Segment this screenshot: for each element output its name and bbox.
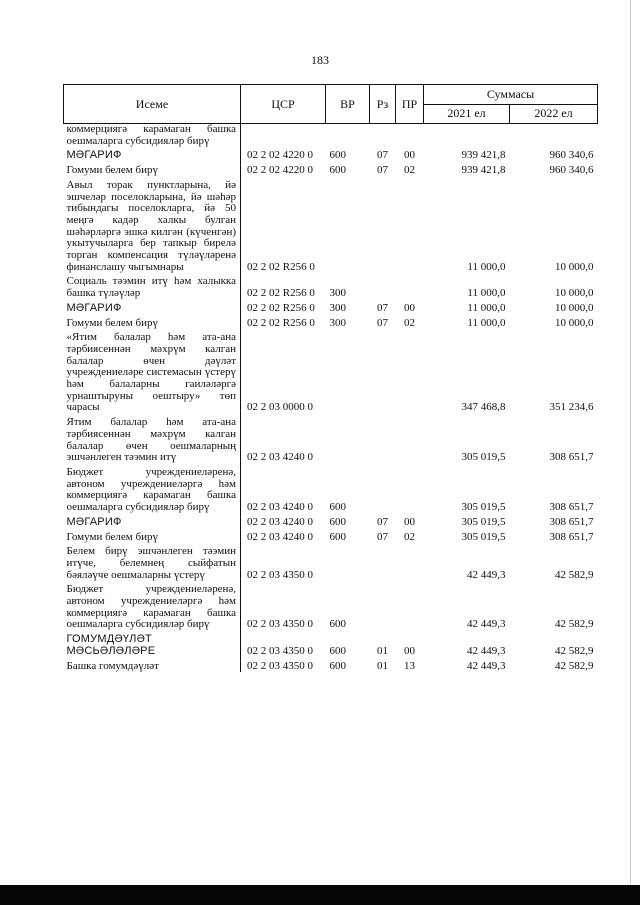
row-rz: 07 xyxy=(377,149,388,162)
table-body xyxy=(64,124,598,673)
row-amount-2022: 960 340,6 xyxy=(549,149,594,162)
row-vr: 600 xyxy=(329,501,346,514)
table-row xyxy=(64,177,598,274)
row-rz: 01 xyxy=(377,659,388,672)
table-row xyxy=(64,543,598,581)
row-amount-2021: 939 421,8 xyxy=(461,149,506,162)
header-csr: ЦСР xyxy=(241,85,326,124)
row-csr: 02 2 03 4350 0 xyxy=(247,568,313,581)
row-pr: 00 xyxy=(404,301,415,314)
row-name: Белем бирү эшчәнлеген тәэмин итүче, белемнең сыйфатын бәяләүче оешмаларны үстерү xyxy=(64,543,241,581)
row-rz xyxy=(370,273,396,299)
row-csr: 02 2 02 R256 0 xyxy=(247,260,315,273)
row-pr xyxy=(396,464,424,514)
table-row xyxy=(64,300,598,315)
row-pr xyxy=(396,581,424,631)
table-row xyxy=(64,162,598,177)
row-vr: 600 xyxy=(329,515,346,528)
header-year-2022: 2022 ел xyxy=(510,104,598,124)
row-name: МӘГАРИФ xyxy=(64,300,241,315)
page-number: 183 xyxy=(311,53,329,67)
row-vr: 600 xyxy=(329,644,346,657)
table-row xyxy=(64,581,598,631)
row-csr: 02 2 03 4350 0 xyxy=(247,618,313,631)
row-amount-2022: 42 582,9 xyxy=(555,644,594,657)
row-csr: 02 2 02 4220 0 xyxy=(247,149,313,162)
row-rz: 01 xyxy=(377,644,388,657)
table-row xyxy=(64,464,598,514)
row-vr: 600 xyxy=(329,618,346,631)
row-name: коммерциягә карамаган башка оешмаларга субсидияләр бирү xyxy=(64,124,241,148)
row-vr xyxy=(326,177,370,274)
row-name: ГОМУМДӘҮЛӘТ МӘСЬӘЛӘЛӘРЕ xyxy=(64,631,241,657)
row-vr: 300 xyxy=(329,287,346,300)
row-amount-2022: 308 651,7 xyxy=(549,530,594,543)
row-amount-2022: 10 000,0 xyxy=(555,316,594,329)
row-amount-2022: 42 582,9 xyxy=(555,618,594,631)
header-rz: Рз xyxy=(370,85,396,124)
row-amount-2021: 305 019,5 xyxy=(461,515,506,528)
row-amount-2022: 10 000,0 xyxy=(555,301,594,314)
row-amount-2021: 347 468,8 xyxy=(461,401,506,414)
row-pr xyxy=(396,177,424,274)
page-edge xyxy=(630,0,631,885)
row-vr xyxy=(326,414,370,464)
row-vr xyxy=(326,329,370,414)
row-pr: 02 xyxy=(404,530,415,543)
row-rz xyxy=(370,543,396,581)
row-rz xyxy=(370,414,396,464)
row-name: Бюджет учреждениеләренә, автоном учреждениеләргә һәм коммерциягә карамаган башка оешмаларга субсидияләр бирү xyxy=(64,581,241,631)
row-amount-2021: 939 421,8 xyxy=(461,164,506,177)
row-pr: 02 xyxy=(404,316,415,329)
table-row xyxy=(64,273,598,299)
row-pr xyxy=(396,414,424,464)
table-row xyxy=(64,414,598,464)
row-name: МӘГАРИФ xyxy=(64,147,241,162)
row-rz xyxy=(370,464,396,514)
row-name: Башка гомумдәүләт xyxy=(64,658,241,673)
row-rz: 07 xyxy=(377,530,388,543)
row-name: Гомуми белем бирү xyxy=(64,315,241,330)
row-vr xyxy=(326,543,370,581)
row-amount-2021: 11 000,0 xyxy=(467,301,506,314)
row-name: «Ятим балалар һәм ата-ана тәрбиясеннән мәхрүм калган балалар өчен дәүләт учреждениеләре системасын үстерү һәм балаларны гаиләләргә урнаштыруны оештыру» төп чарасы xyxy=(64,329,241,414)
row-amount-2022: 308 651,7 xyxy=(549,451,594,464)
row-amount-2021: 42 449,3 xyxy=(467,568,506,581)
row-vr: 600 xyxy=(329,164,346,177)
row-csr: 02 2 03 4240 0 xyxy=(247,451,313,464)
table-row xyxy=(64,631,598,657)
table-row xyxy=(64,529,598,544)
row-amount-2021: 11 000,0 xyxy=(467,287,506,300)
row-name: Гомуми белем бирү xyxy=(64,162,241,177)
row-name: Авыл торак пунктларына, йә эшчеләр поселокларына, йә шәһәр тибындагы поселокларга, йә 50 меңгә кадәр халкы булган шәһәрләргә эшкә килгән (күченгән) укытучыларга бер тапкыр бирелә торган компенсация түләүләренә финанслашу чыгымнары xyxy=(64,177,241,274)
row-csr: 02 2 03 4350 0 xyxy=(247,659,313,672)
row-amount-2022: 42 582,9 xyxy=(555,568,594,581)
row-amount-2021 xyxy=(424,124,510,148)
row-rz: 07 xyxy=(377,515,388,528)
row-pr xyxy=(396,329,424,414)
row-name: Социаль тәэмин итү һәм халыкка башка түләүләр xyxy=(64,273,241,299)
row-csr: 02 2 03 0000 0 xyxy=(247,401,313,414)
table-row xyxy=(64,329,598,414)
row-pr: 00 xyxy=(404,149,415,162)
row-vr xyxy=(326,124,370,148)
row-amount-2021: 11 000,0 xyxy=(467,260,506,273)
row-rz xyxy=(370,329,396,414)
row-amount-2021: 42 449,3 xyxy=(467,618,506,631)
row-pr: 00 xyxy=(404,644,415,657)
row-name: Ятим балалар һәм ата-ана тәрбиясеннән мәхрүм калган балалар өчен оешмаларның эшчәнлеген тәэмин итү xyxy=(64,414,241,464)
row-amount-2021: 305 019,5 xyxy=(461,530,506,543)
table-row xyxy=(64,147,598,162)
table-row xyxy=(64,514,598,529)
row-vr: 300 xyxy=(329,301,346,314)
row-amount-2022: 351 234,6 xyxy=(549,401,594,414)
row-amount-2021: 305 019,5 xyxy=(461,501,506,514)
row-vr: 300 xyxy=(329,316,346,329)
row-rz: 07 xyxy=(377,164,388,177)
row-rz xyxy=(370,581,396,631)
header-vr: ВР xyxy=(326,85,370,124)
row-vr: 600 xyxy=(329,659,346,672)
row-pr: 13 xyxy=(404,659,415,672)
row-amount-2022: 960 340,6 xyxy=(549,164,594,177)
row-pr: 00 xyxy=(404,515,415,528)
row-rz xyxy=(370,124,396,148)
row-csr: 02 2 02 4220 0 xyxy=(247,164,313,177)
row-amount-2022 xyxy=(510,124,598,148)
table-header xyxy=(64,85,598,124)
row-csr: 02 2 02 R256 0 xyxy=(247,316,315,329)
row-csr: 02 2 03 4350 0 xyxy=(247,644,313,657)
scan-border xyxy=(0,885,640,905)
row-rz: 07 xyxy=(377,316,388,329)
row-pr xyxy=(396,124,424,148)
row-name: Бюджет учреждениеләренә, автоном учреждениеләргә һәм коммерциягә карамаган башка оешмаларга субсидияләр бирү xyxy=(64,464,241,514)
row-vr: 600 xyxy=(329,149,346,162)
budget-table xyxy=(63,84,598,672)
header-year-2021: 2021 ел xyxy=(424,104,510,124)
header-pr: ПР xyxy=(396,85,424,124)
row-csr: 02 2 03 4240 0 xyxy=(247,515,313,528)
row-csr: 02 2 03 4240 0 xyxy=(247,501,313,514)
table-row xyxy=(64,658,598,673)
header-name: Исеме xyxy=(64,85,241,124)
table-row xyxy=(64,124,598,148)
row-amount-2021: 42 449,3 xyxy=(467,644,506,657)
row-amount-2021: 305 019,5 xyxy=(461,451,506,464)
row-csr: 02 2 02 R256 0 xyxy=(247,287,315,300)
row-rz: 07 xyxy=(377,301,388,314)
row-csr: 02 2 02 R256 0 xyxy=(247,301,315,314)
row-amount-2022: 308 651,7 xyxy=(549,515,594,528)
row-amount-2022: 308 651,7 xyxy=(549,501,594,514)
row-amount-2021: 42 449,3 xyxy=(467,659,506,672)
row-csr: 02 2 03 4240 0 xyxy=(247,530,313,543)
row-pr xyxy=(396,273,424,299)
row-pr xyxy=(396,543,424,581)
header-sums: Суммасы xyxy=(424,85,598,105)
table-row xyxy=(64,315,598,330)
row-rz xyxy=(370,177,396,274)
row-amount-2021: 11 000,0 xyxy=(467,316,506,329)
row-amount-2022: 10 000,0 xyxy=(555,287,594,300)
row-pr: 02 xyxy=(404,164,415,177)
row-vr: 600 xyxy=(329,530,346,543)
row-amount-2022: 42 582,9 xyxy=(555,659,594,672)
row-name: МӘГАРИФ xyxy=(64,514,241,529)
row-csr xyxy=(241,124,326,148)
row-amount-2022: 10 000,0 xyxy=(555,260,594,273)
row-name: Гомуми белем бирү xyxy=(64,529,241,544)
